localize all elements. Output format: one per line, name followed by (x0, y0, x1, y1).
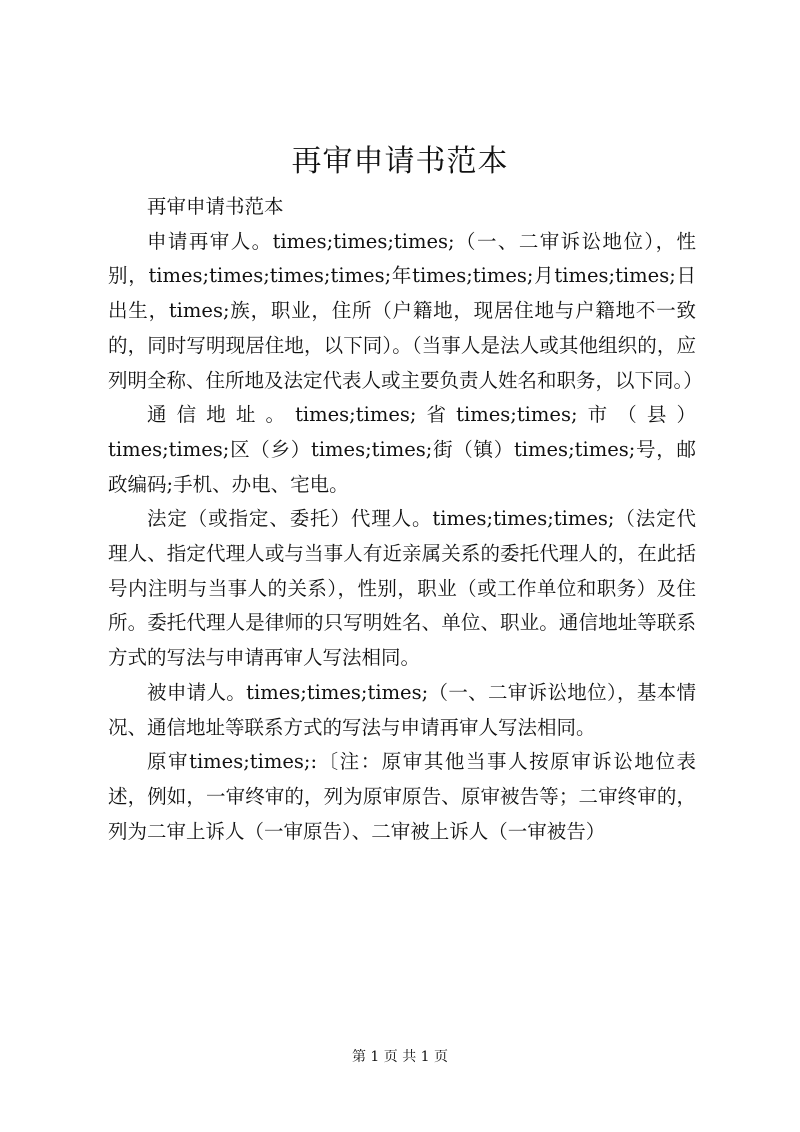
document-title: 再审申请书范本 (291, 144, 509, 179)
paragraph-address: 通信地址。times;times;省times;times;市（县）times;times;区（乡）times;times;街（镇）times;times;号，邮政编码;手机、办电、宅电。 (108, 403, 696, 496)
page-footer: 第 1 页 共 1 页 (351, 1049, 449, 1065)
paragraph-applicant: 申请再审人。times;times;times;（一、二审诉讼地位），性别，times;times;times;times;年times;times;月times;times;日出生，times;族，职业，住所（户籍地，现居住地与户籍地不一致的，同时写明现居住地，以下同）。（当事人是法人或其他组织的，应列明全称、住所地及法定代表人或主要负责人姓名和职务，以下同。） (108, 229, 703, 392)
paragraph-original-parties: 原审times;times;:〔注：原审其他当事人按原审诉讼地位表述，例如，一审终审的，列为原审原告、原审被告等；二审终审的，列为二审上诉人（一审原告）、二审被上诉人（一审被告） (108, 750, 696, 843)
paragraph-heading: 再审申请书范本 (147, 195, 284, 218)
document-body (108, 190, 703, 849)
paragraph-agent: 法定（或指定、委托）代理人。times;times;times;（法定代理人、指定代理人或与当事人有近亲属关系的委托代理人的，在此括号内注明与当事人的关系），性别，职业（或工作单位和职务）及住所。委托代理人是律师的只写明姓名、单位、职业。通信地址等联系方式的写法与申请再审人写法相同。 (108, 507, 696, 670)
paragraph-respondent: 被申请人。times;times;times;（一、二审诉讼地位），基本情况、通信地址等联系方式的写法与申请再审人写法相同。 (108, 680, 696, 739)
